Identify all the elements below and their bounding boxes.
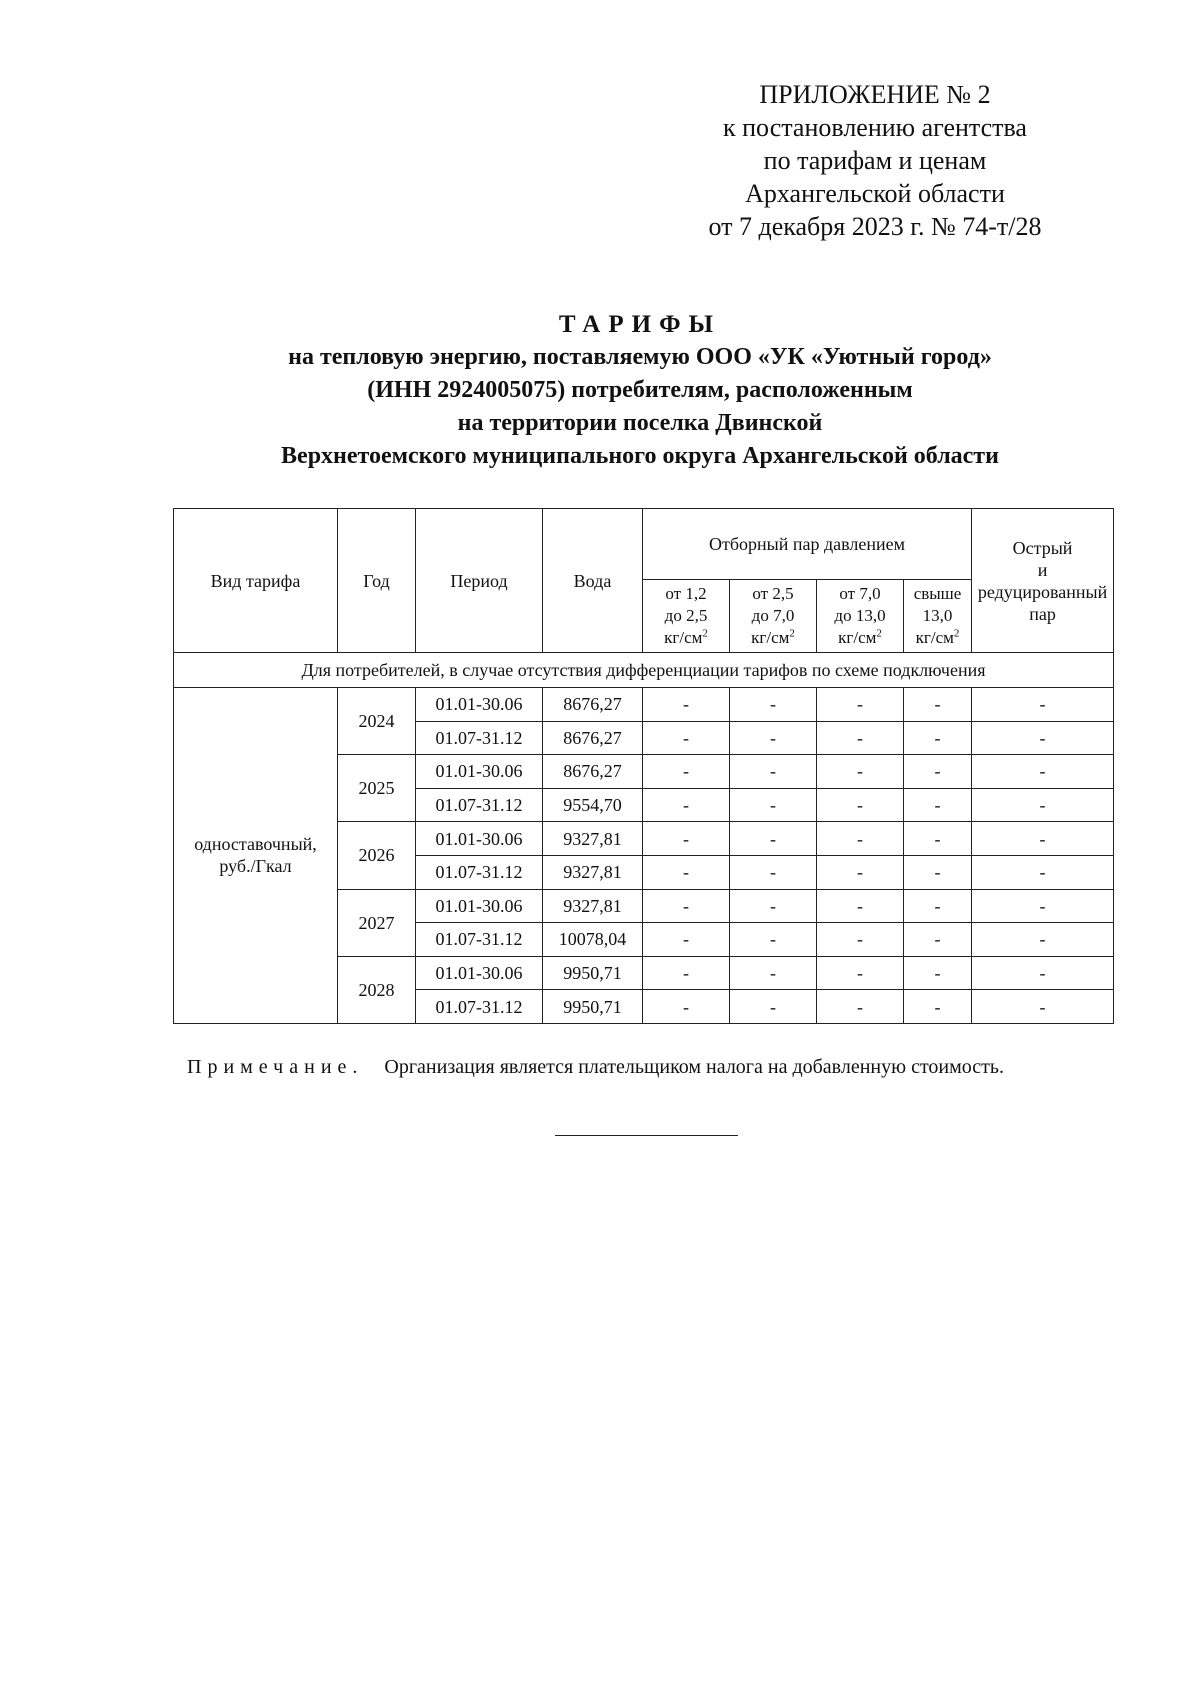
header-steam-4-unit [906, 627, 969, 649]
water-cell: 9950,71 [543, 956, 643, 990]
header-steam-4-line: свыше [913, 584, 962, 603]
steam-2-cell: - [730, 855, 817, 889]
header-steam-2-line: от 2,5 [752, 584, 794, 603]
steam-4-cell: - [904, 990, 972, 1024]
header-steam-3 [817, 580, 904, 653]
steam-2-cell: - [730, 755, 817, 789]
tariffs-table [173, 508, 1114, 1024]
year-cell: 2027 [338, 889, 416, 956]
header-steam-4 [904, 580, 972, 653]
steam-3-cell: - [817, 855, 904, 889]
closing-rule [555, 1135, 738, 1136]
header-steam-3-unit [819, 627, 901, 649]
header-steam-3-line: до 13,0 [834, 606, 886, 625]
steam-1-cell: - [643, 688, 730, 722]
steam-3-cell: - [817, 755, 904, 789]
steam-2-cell: - [730, 956, 817, 990]
header-steam-3-line: от 7,0 [839, 584, 881, 603]
sharp-steam-cell: - [972, 855, 1114, 889]
steam-3-cell: - [817, 688, 904, 722]
tariff-type-cell [174, 688, 338, 1024]
header-steam-2 [730, 580, 817, 653]
water-cell: 8676,27 [543, 688, 643, 722]
period-cell: 01.07-31.12 [416, 855, 543, 889]
period-cell: 01.01-30.06 [416, 755, 543, 789]
year-cell: 2026 [338, 822, 416, 889]
appendix-date: от 7 декабря 2023 г. № 74-т/28 [708, 212, 1042, 241]
section-label: Для потребителей, в случае отсутствия дифференциации тарифов по схеме подключения [174, 653, 1114, 688]
steam-3-cell: - [817, 822, 904, 856]
period-cell: 01.01-30.06 [416, 889, 543, 923]
steam-2-cell: - [730, 889, 817, 923]
period-cell: 01.07-31.12 [416, 788, 543, 822]
header-steam-1-unit [645, 627, 727, 649]
title-line-1: на тепловую энергию, поставляемую ООО «УК «Уютный город» [288, 344, 992, 370]
water-cell: 9327,81 [543, 855, 643, 889]
steam-1-cell: - [643, 990, 730, 1024]
steam-3-cell: - [817, 923, 904, 957]
steam-3-cell: - [817, 990, 904, 1024]
steam-3-cell: - [817, 956, 904, 990]
steam-1-cell: - [643, 755, 730, 789]
period-cell: 01.07-31.12 [416, 721, 543, 755]
period-cell: 01.07-31.12 [416, 923, 543, 957]
note-label: Примечание. [187, 1056, 364, 1078]
header-year: Год [338, 509, 416, 653]
steam-2-cell: - [730, 923, 817, 957]
steam-1-cell: - [643, 889, 730, 923]
water-cell: 9950,71 [543, 990, 643, 1024]
note [187, 1056, 1004, 1079]
unit-superscript: 2 [789, 627, 795, 640]
sharp-steam-cell: - [972, 923, 1114, 957]
unit-text: кг/см [664, 628, 703, 647]
sharp-steam-cell: - [972, 688, 1114, 722]
steam-4-cell: - [904, 889, 972, 923]
steam-4-cell: - [904, 688, 972, 722]
steam-1-cell: - [643, 956, 730, 990]
steam-3-cell: - [817, 788, 904, 822]
period-cell: 01.01-30.06 [416, 956, 543, 990]
appendix-header [680, 78, 1070, 243]
steam-1-cell: - [643, 923, 730, 957]
steam-2-cell: - [730, 788, 817, 822]
steam-1-cell: - [643, 788, 730, 822]
steam-4-cell: - [904, 822, 972, 856]
header-steam-2-line: до 7,0 [751, 606, 795, 625]
sharp-steam-cell: - [972, 822, 1114, 856]
header-steam-4-line: 13,0 [922, 606, 953, 625]
sharp-steam-cell: - [972, 990, 1114, 1024]
water-cell: 9327,81 [543, 889, 643, 923]
water-cell: 8676,27 [543, 721, 643, 755]
document-title [160, 308, 1120, 473]
steam-2-cell: - [730, 721, 817, 755]
header-sharp-line: Острый [1012, 537, 1073, 558]
year-cell: 2025 [338, 755, 416, 822]
period-cell: 01.01-30.06 [416, 688, 543, 722]
title-main: ТАРИФЫ [558, 311, 722, 338]
steam-2-cell: - [730, 990, 817, 1024]
steam-4-cell: - [904, 721, 972, 755]
steam-1-cell: - [643, 721, 730, 755]
steam-2-cell: - [730, 822, 817, 856]
year-cell: 2024 [338, 688, 416, 755]
steam-4-cell: - [904, 923, 972, 957]
steam-4-cell: - [904, 855, 972, 889]
period-cell: 01.01-30.06 [416, 822, 543, 856]
period-cell: 01.07-31.12 [416, 990, 543, 1024]
water-cell: 9554,70 [543, 788, 643, 822]
header-sharp-line: редуцированный [977, 581, 1108, 602]
header-steam-1-line: до 2,5 [664, 606, 708, 625]
water-cell: 8676,27 [543, 755, 643, 789]
unit-text: кг/см [751, 628, 790, 647]
water-cell: 9327,81 [543, 822, 643, 856]
steam-3-cell: - [817, 721, 904, 755]
steam-4-cell: - [904, 755, 972, 789]
header-sharp-steam [972, 509, 1114, 653]
header-steam-1-line: от 1,2 [665, 584, 707, 603]
header-steam-2-unit [732, 627, 814, 649]
sharp-steam-cell: - [972, 889, 1114, 923]
unit-text: кг/см [838, 628, 877, 647]
note-text: Организация является плательщиком налога на добавленную стоимость. [384, 1056, 1005, 1078]
title-line-3: на территории поселка Двинской [457, 410, 823, 436]
tariff-type-line: руб./Гкал [219, 856, 292, 877]
title-line-2: (ИНН 2924005075) потребителям, расположенным [367, 377, 913, 403]
steam-2-cell: - [730, 688, 817, 722]
steam-1-cell: - [643, 855, 730, 889]
steam-4-cell: - [904, 788, 972, 822]
steam-1-cell: - [643, 822, 730, 856]
appendix-line-4: Архангельской области [745, 179, 1005, 208]
appendix-line-3: по тарифам и ценам [763, 146, 987, 175]
tariff-type-line: одноставочный, [194, 834, 317, 855]
header-tariff-type: Вид тарифа [174, 509, 338, 653]
sharp-steam-cell: - [972, 755, 1114, 789]
header-sharp-line: и [1037, 559, 1048, 580]
unit-superscript: 2 [702, 627, 708, 640]
header-water: Вода [543, 509, 643, 653]
unit-text: кг/см [915, 628, 954, 647]
header-steam-group: Отборный пар давлением [643, 509, 972, 580]
sharp-steam-cell: - [972, 721, 1114, 755]
header-steam-1 [643, 580, 730, 653]
table-row [174, 688, 1114, 722]
unit-superscript: 2 [953, 627, 960, 640]
year-cell: 2028 [338, 956, 416, 1023]
steam-4-cell: - [904, 956, 972, 990]
sharp-steam-cell: - [972, 956, 1114, 990]
water-cell: 10078,04 [543, 923, 643, 957]
header-sharp-line: пар [1029, 603, 1056, 624]
appendix-line-2: к постановлению агентства [723, 113, 1027, 142]
header-period: Период [416, 509, 543, 653]
appendix-number: ПРИЛОЖЕНИЕ № 2 [759, 80, 991, 109]
unit-superscript: 2 [876, 627, 882, 640]
steam-3-cell: - [817, 889, 904, 923]
sharp-steam-cell: - [972, 788, 1114, 822]
title-line-4: Верхнетоемского муниципального округа Архангельской области [281, 443, 999, 469]
